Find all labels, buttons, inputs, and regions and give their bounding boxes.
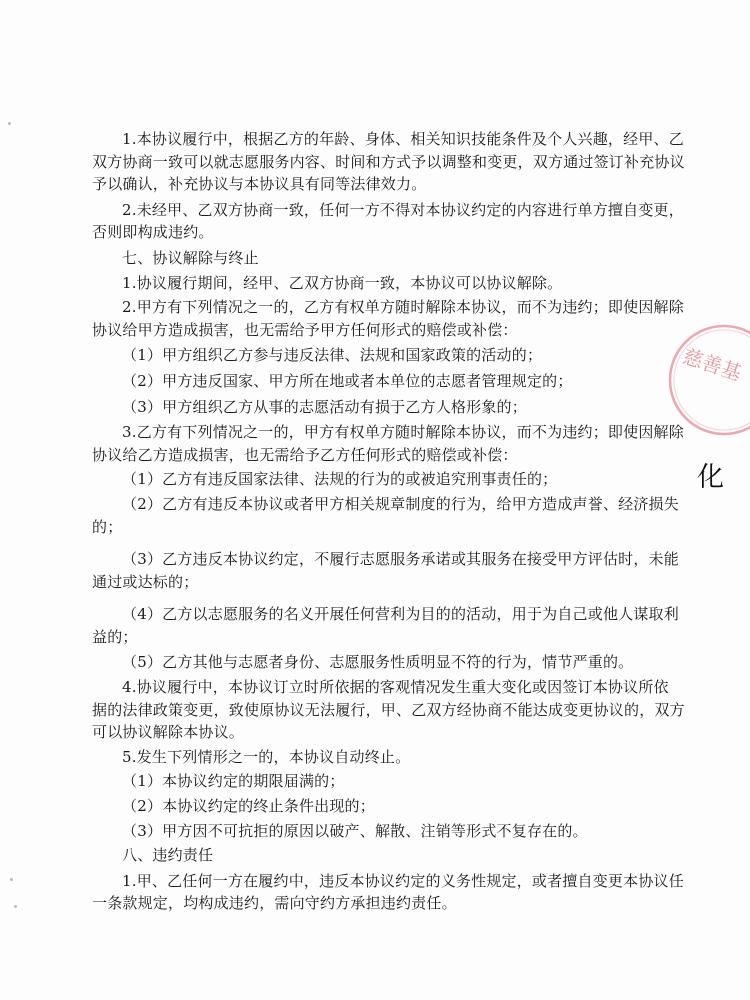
text-line: 予以确认，补充协议与本协议具有同等法律效力。 [92,175,427,194]
paragraph [92,493,678,538]
text-line: 5.发生下列情形之一的，本协议自动终止。 [122,747,411,766]
paragraph [92,651,678,674]
text-line: 双方协商一致可以就志愿服务内容、时间和方式予以调整和变更，双方通过签订补充协议 [92,152,685,171]
text-line: （3）乙方违反本协议约定，不履行志愿服务承诺或其服务在接受甲方评估时，未能 [122,550,679,569]
paragraph [92,296,684,341]
text-line: 4.协议履行中，本协议订立时所依据的客观情况发生重大变化或因签订本协议所依 [122,678,669,697]
text-line: （1）本协议约定的期限届满的； [122,772,345,791]
text-line: （1）甲方组织乙方参与违反法律、法规和国家政策的活动的； [122,346,543,365]
text-line: 2.甲方有下列情况之一的，乙方有权单方随时解除本协议，而不为违约；即使因解除 [122,298,684,317]
text-line: （2）乙方有违反本协议或者甲方相关规章制度的行为，给甲方造成声誉、经济损失 [122,494,679,513]
paragraph [92,370,678,393]
paragraph [92,795,678,818]
paragraph [92,676,685,744]
paragraph [92,870,684,915]
scan-dot [8,122,11,125]
text-line: 一条款规定，均构成违约，需向守约方承担违约责任。 [92,894,457,913]
text-line: 协议给乙方造成损害，也无需给予乙方任何形式的赔偿或补偿： [92,445,518,464]
text-line: 1.本协议履行中，根据乙方的年龄、身体、相关知识技能条件及个人兴趣，经甲、乙 [122,130,684,148]
text-line: 协议给甲方造成损害，也无需给予甲方任何形式的赔偿或补偿： [92,320,518,339]
paragraph [92,468,678,491]
text-line: 据的法律政策变更，致使原协议无法履行，甲、乙双方经协商不能达成变更协议的，双方 [92,700,685,719]
text-line: 1.甲、乙任何一方在履约中，违反本协议约定的义务性规定，或者擅自变更本协议任 [122,871,684,890]
text-line: 2.未经甲、乙双方协商一致，任何一方不得对本协议约定的内容进行单方擅自变更， [122,200,684,219]
paragraph [92,820,678,843]
text-line: （3）甲方组织乙方从事的志愿活动有损于乙方人格形象的； [122,397,527,416]
text-line: （3）甲方因不可抗拒的原因以破产、解散、注销等形式不复存在的。 [122,821,588,840]
paragraph [92,603,678,648]
text-line: 1.协议履行期间，经甲、乙双方协商一致，本协议可以协议解除。 [122,273,563,292]
text-line: 的； [92,517,123,536]
paragraph [92,746,678,769]
paragraph [92,548,678,593]
paragraph [92,344,678,367]
paragraph [92,128,685,196]
text-line: 可以协议解除本协议。 [92,723,245,742]
text-line: 通过或达标的； [92,572,199,591]
text-line: 3.乙方有下列情况之一的，甲方有权单方随时解除本协议，而不为违约；即使因解除 [122,423,684,442]
margin-character: 化 [697,462,724,493]
paragraph [92,844,678,867]
text-line: 益的； [92,627,138,646]
paragraph [92,421,684,466]
text-line: （4）乙方以志愿服务的名义开展任何营利为目的的活动，用于为自己或他人谋取利 [122,605,679,624]
paragraph [92,272,678,295]
text-line: 八、违约责任 [122,846,214,865]
scan-dot [14,905,17,908]
scan-dot [10,878,13,881]
paragraph [92,247,678,270]
agreement-body [92,128,685,915]
text-line: 否则即构成违约。 [92,223,214,242]
text-line: （1）乙方有违反国家法律、法规的行为的或被追究刑事责任的； [122,470,558,489]
svg-text:慈善基: 慈善基 [679,343,745,386]
text-line: 七、协议解除与终止 [122,248,259,267]
text-line: （5）乙方其他与志愿者身份、志愿服务性质明显不符的行为，情节严重的。 [122,653,634,672]
paragraph [92,199,684,244]
red-seal-stamp [664,320,750,440]
paragraph [92,770,678,793]
text-line: （2）本协议约定的终止条件出现的； [122,797,375,816]
paragraph [92,396,678,419]
text-line: （2）甲方违反国家、甲方所在地或者本单位的志愿者管理规定的； [122,371,573,390]
